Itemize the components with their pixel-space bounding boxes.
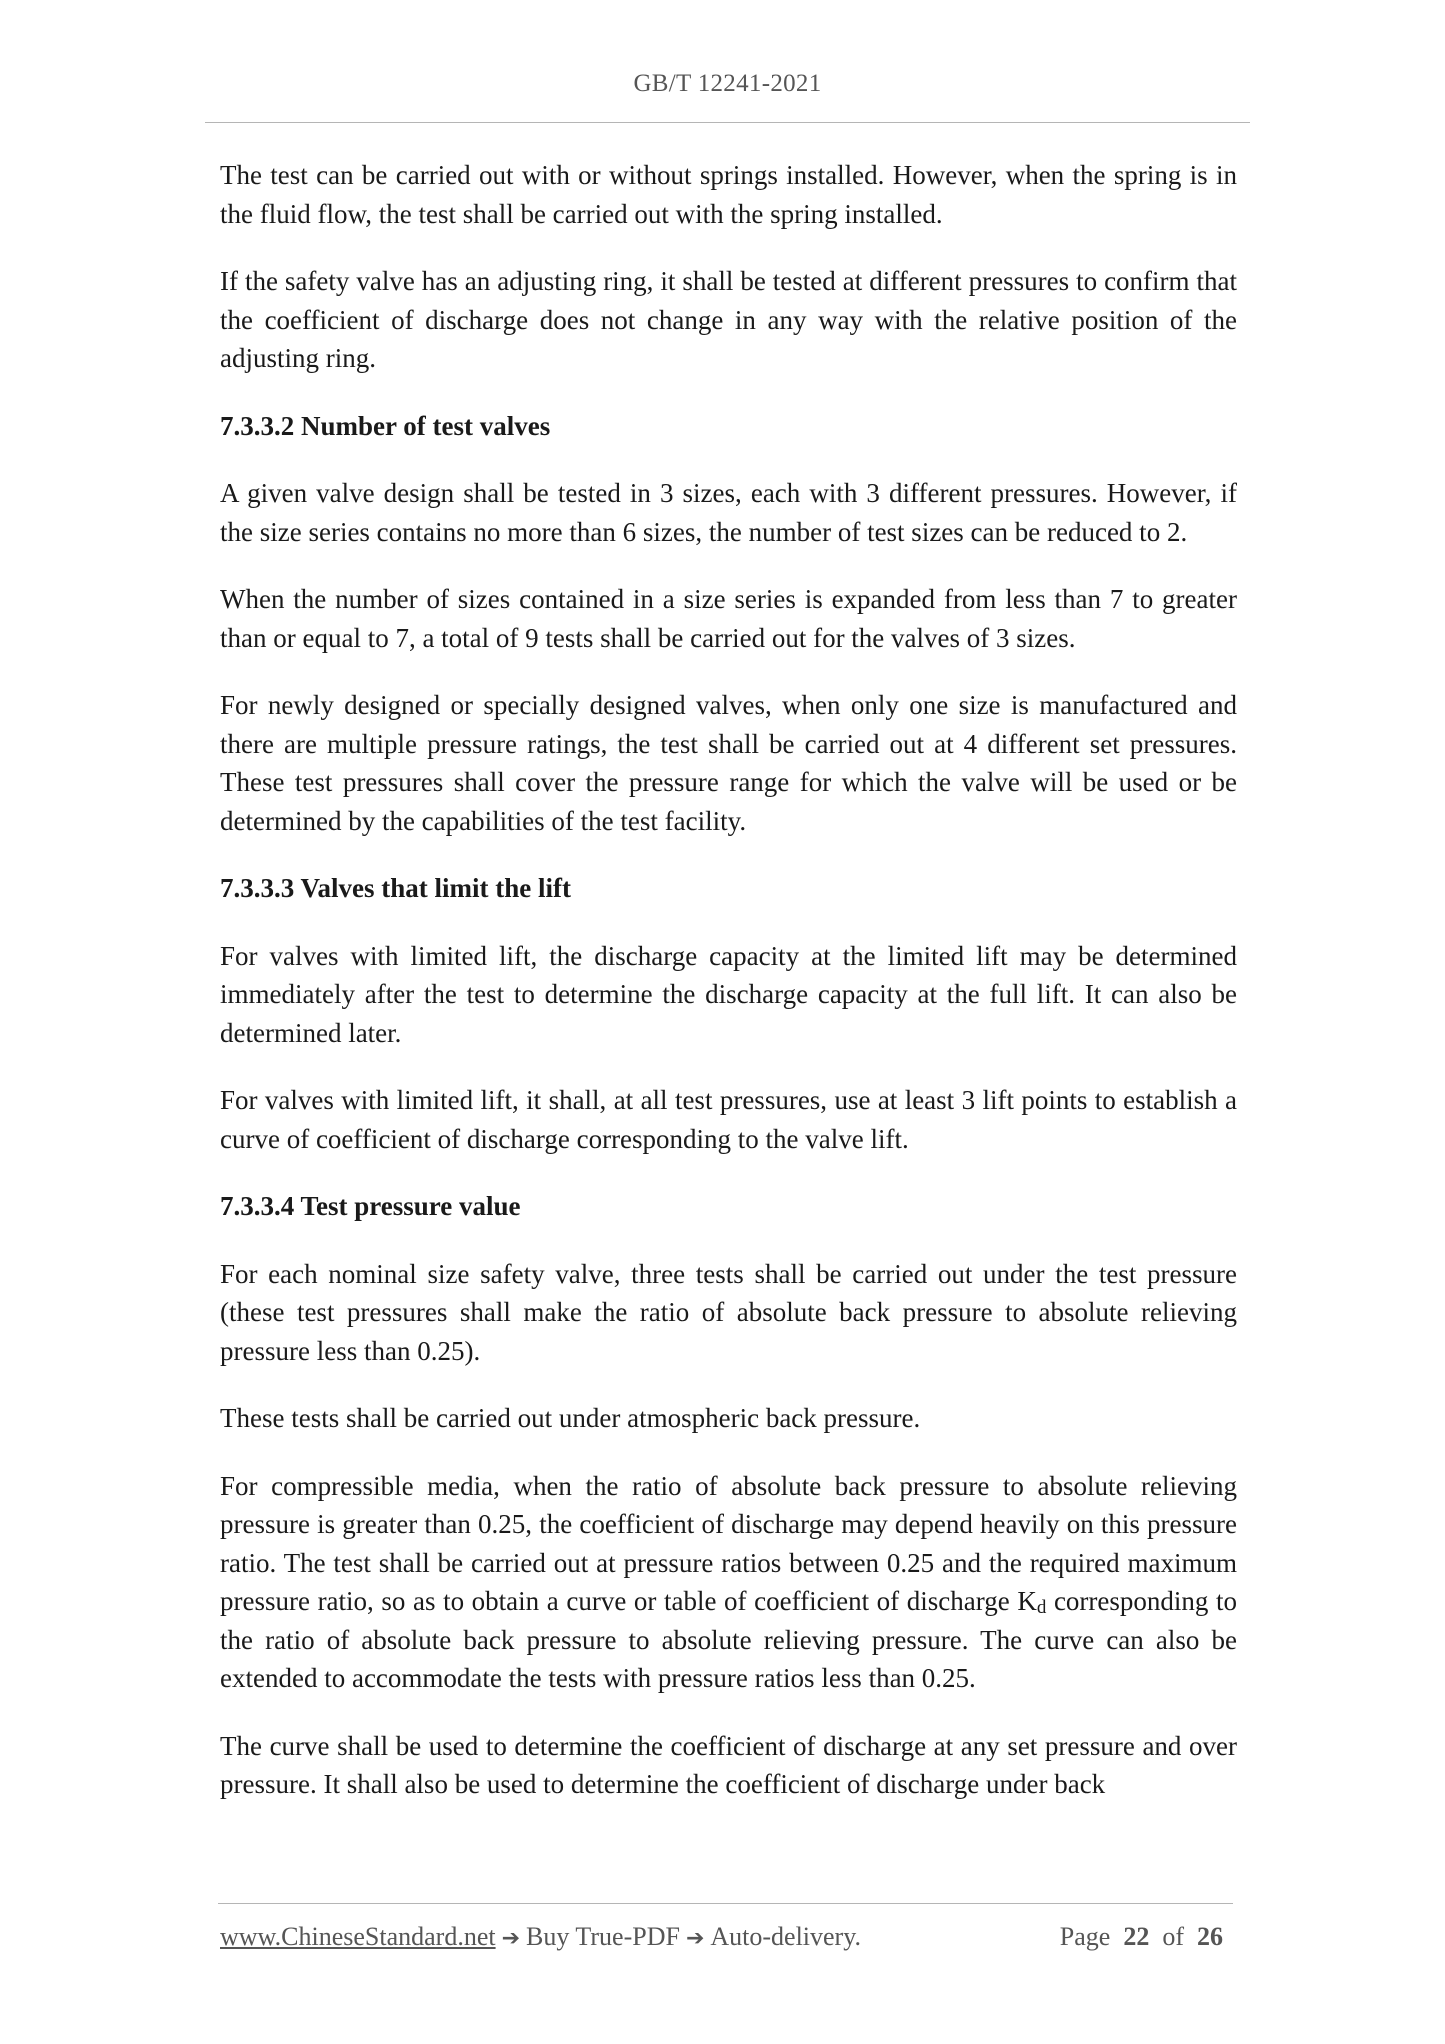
paragraph-test-sizes: A given valve design shall be tested in 3 sizes, each with 3 different pressures. However, if the size series contains no more than 6 sizes, the number of test sizes can be reduced to 2. bbox=[220, 478, 1237, 547]
footer-links bbox=[220, 1922, 861, 1952]
page-label: Page bbox=[1059, 1922, 1111, 1951]
document-header-title: GB/T 12241-2021 bbox=[633, 70, 822, 97]
of-label: of bbox=[1162, 1922, 1184, 1951]
buy-true-pdf-text: Buy True-PDF bbox=[526, 1922, 680, 1951]
compressible-media-text-a: For compressible media, when the ratio of absolute back pressure to absolute relieving pressure is greater than 0.25, the coefficient of discharge may depend heavily on this pressure ratio. The test shall be carried out at pressure ratios between 0.25 and the required maximum pressure ratio, so as to obtain a curve or table of coefficient of discharge K bbox=[220, 1470, 1237, 1616]
paragraph-size-series-expanded: When the number of sizes contained in a size series is expanded from less than 7 to greater than or equal to 7, a total of 9 tests shall be carried out for the valves of 3 sizes. bbox=[220, 584, 1237, 653]
total-page-count: 26 bbox=[1197, 1922, 1223, 1951]
paragraph-atmospheric-back-pressure: These tests shall be carried out under atmospheric back pressure. bbox=[220, 1403, 921, 1433]
header-divider bbox=[205, 122, 1250, 123]
paragraph-nominal-size-tests: For each nominal size safety valve, three tests shall be carried out under the test pressure (these test pressures shall make the ratio of absolute back pressure to absolute relieving pressure less than 0.25). bbox=[220, 1258, 1237, 1366]
paragraph-newly-designed-valves: For newly designed or specially designed valves, when only one size is manufactured and there are multiple pressure ratings, the test shall be carried out at 4 different set pressures. These test pressures shall cover the pressure range for which the valve will be used or be determined by the capabilities of the test facility. bbox=[220, 690, 1237, 836]
right-arrow-icon: ➔ bbox=[685, 1926, 705, 1951]
heading-test-pressure-value: 7.3.3.4 Test pressure value bbox=[220, 1191, 521, 1221]
paragraph-curve-usage: The curve shall be used to determine the coefficient of discharge at any set pressure and over pressure. It shall also be used to determine the coefficient of discharge under back bbox=[220, 1730, 1237, 1799]
heading-valves-limit-lift: 7.3.3.3 Valves that limit the lift bbox=[220, 873, 571, 903]
paragraph-limited-lift-capacity: For valves with limited lift, the discharge capacity at the limited lift may be determined immediately after the test to determine the discharge capacity at the full lift. It can also be determined later. bbox=[220, 940, 1237, 1048]
page-content bbox=[220, 156, 1237, 1833]
paragraph-limited-lift-points: For valves with limited lift, it shall, at all test pressures, use at least 3 lift points to establish a curve of coefficient of discharge corresponding to the valve lift. bbox=[220, 1085, 1237, 1154]
paragraph-springs: The test can be carried out with or without springs installed. However, when the spring is in the fluid flow, the test shall be carried out with the spring installed. bbox=[220, 160, 1237, 229]
compressible-media-text-b: corresponding to the ratio of absolute back pressure to absolute relieving pressure. The curve can also be extended to accommodate the tests with pressure ratios less than 0.25. bbox=[220, 1586, 1237, 1693]
heading-number-of-test-valves: 7.3.3.2 Number of test valves bbox=[220, 410, 551, 441]
paragraph-compressible-media bbox=[220, 1467, 1237, 1698]
chinese-standard-link[interactable]: www.ChineseStandard.net bbox=[220, 1922, 496, 1951]
current-page-number: 22 bbox=[1123, 1922, 1150, 1951]
footer-divider bbox=[218, 1903, 1233, 1904]
auto-delivery-text: Auto-delivery. bbox=[710, 1922, 862, 1951]
page-number bbox=[1060, 1922, 1223, 1952]
paragraph-adjusting-ring: If the safety valve has an adjusting ring, it shall be tested at different pressures to confirm that the coefficient of discharge does not change in any way with the relative position of the adjusting ring. bbox=[220, 266, 1237, 373]
right-arrow-icon: ➔ bbox=[501, 1926, 521, 1951]
kd-subscript: d bbox=[1036, 1597, 1047, 1618]
